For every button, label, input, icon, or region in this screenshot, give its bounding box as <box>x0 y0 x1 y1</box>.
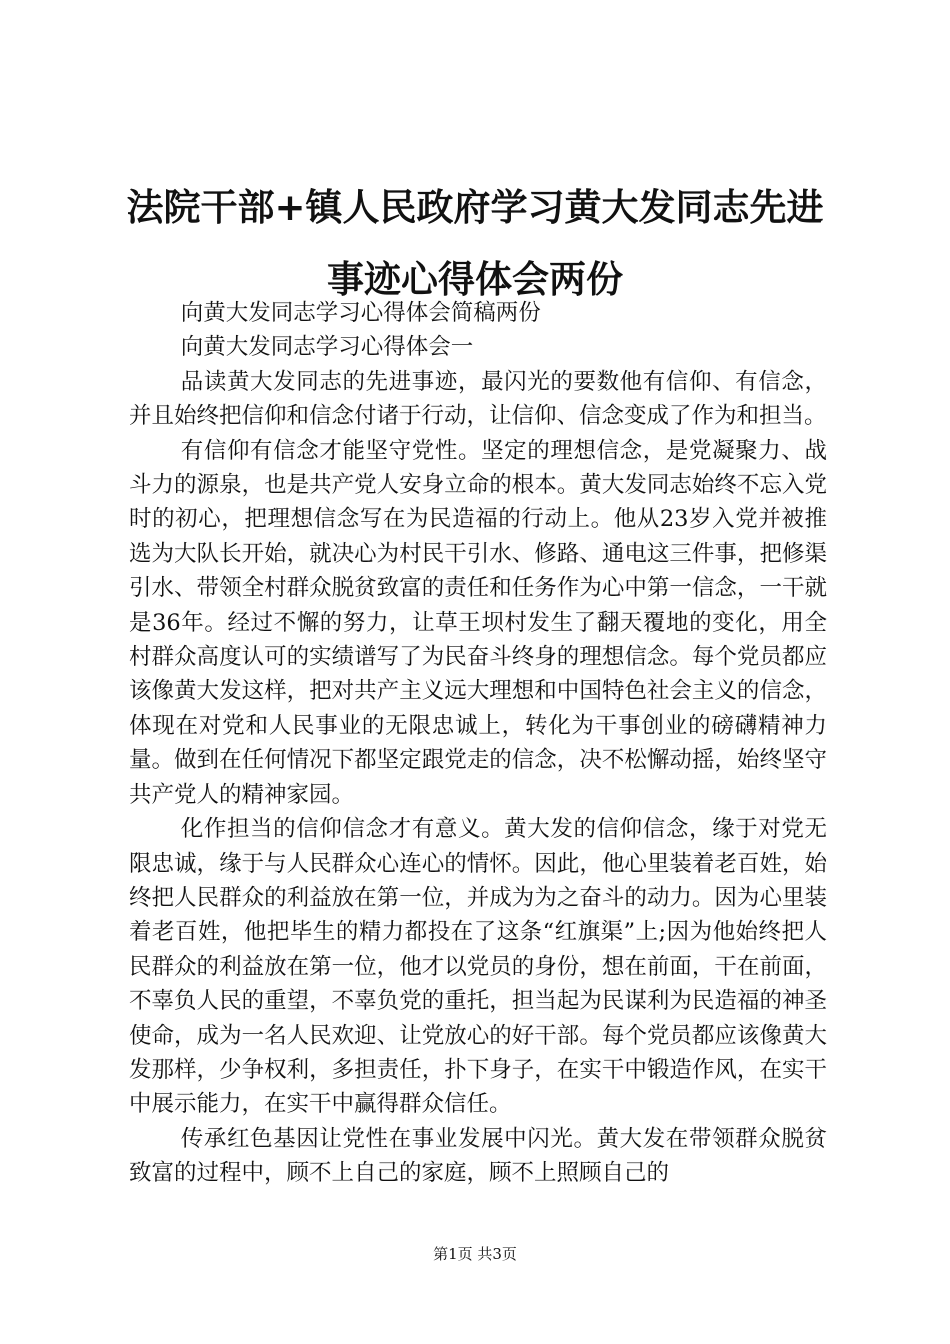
paragraph: 化作担当的信仰信念才有意义。黄大发的信仰信念，缘于对党无限忠诚，缘于与人民群众心连心的情怀。因此，他心里装着老百姓，始终把人民群众的利益放在第一位，并成为为之奋斗的动力。因为心里装着老百姓，他把毕生的精力都投在了这条“红旗渠”上;因为他始终把人民群众的利益放在第一位，他才以党员的身份，想在前面，干在前面，不辜负人民的重望，不辜负党的重托，担当起为民谋利为民造福的神圣使命，成为一名人民欢迎、让党放心的好干部。每个党员都应该像黄大发那样，少争权利，多担责任，扑下身子，在实干中锻造作风，在实干中展示能力，在实干中赢得群众信任。 <box>129 816 827 1118</box>
paragraph: 传承红色基因让党性在事业发展中闪光。黄大发在带领群众脱贫致富的过程中，顾不上自己的家庭，顾不上照顾自己的 <box>129 1125 827 1187</box>
page-footer: 第1页 共3页 <box>433 1245 517 1263</box>
paragraph-section-heading: 向黄大发同志学习心得体会一 <box>180 334 474 361</box>
paragraph-subtitle: 向黄大发同志学习心得体会简稿两份 <box>180 300 541 326</box>
paragraph: 有信仰有信念才能坚守党性。坚定的理想信念，是党凝聚力、战斗力的源泉，也是共产党人安身立命的根本。黄大发同志始终不忘入党时的初心，把理想信念写在为民造福的行动上。他从23岁入党并被推选为大队长开始，就决心为村民干引水、修路、通电这三件事，把修渠引水、带领全村群众脱贫致富的责任和任务作为心中第一信念，一干就是36年。经过不懈的努力，让草王坝村发生了翻天覆地的变化，用全村群众高度认可的实绩谱写了为民奋斗终身的理想信念。每个党员都应该像黄大发这样，把对共产主义远大理想和中国特色社会主义的信念，体现在对党和人民事业的无限忠诚上，转化为干事创业的磅礴精神力量。做到在任何情况下都坚定跟党走的信念，决不松懈动摇，始终坚守共产党人的精神家园。 <box>129 437 827 808</box>
document-body <box>129 296 827 1191</box>
document-title: 法院干部+镇人民政府学习黄大发同志先进事迹心得体会两份 <box>126 186 824 301</box>
paragraph: 品读黄大发同志的先进事迹，最闪光的要数他有信仰、有信念，并且始终把信仰和信念付诸于行动，让信仰、信念变成了作为和担当。 <box>129 368 827 430</box>
